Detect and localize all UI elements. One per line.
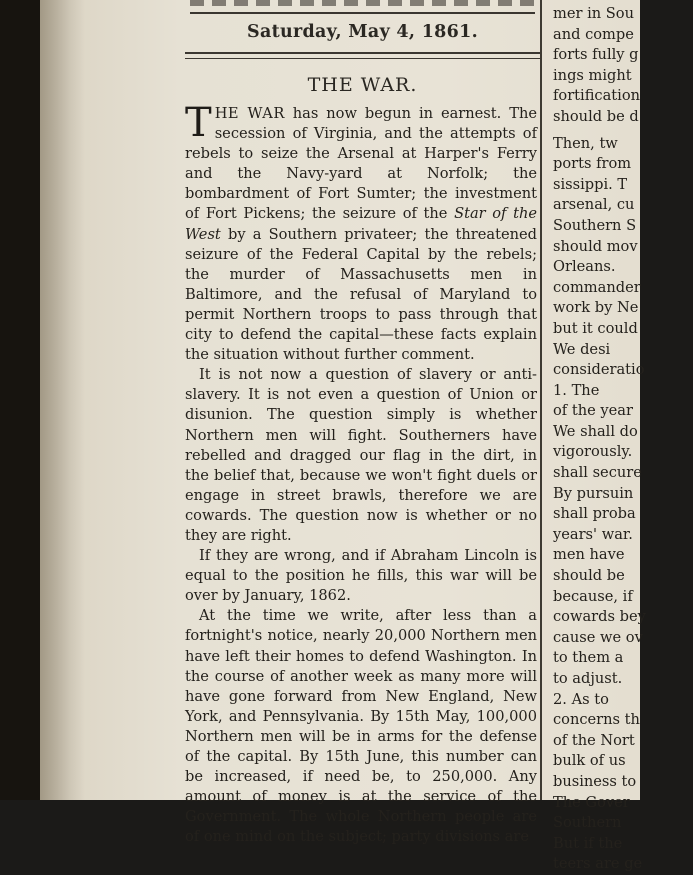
column-line: The Gover [553,793,630,811]
newspaper-page [40,0,646,873]
column-line: but it could [553,319,638,337]
column-line: forts fully g [553,46,639,64]
column-line: We desi [553,340,611,358]
column-line: ings might [553,66,632,84]
dateline: Saturday, May 4, 1861. [247,22,478,42]
column-line: men have [553,546,625,564]
column-line: vigorously. [553,443,633,461]
column-line: of the Nort [553,731,635,749]
adjacent-column [553,4,693,875]
column-line: should be [553,567,625,585]
column-line: commander [553,278,641,296]
column-line: Southern [553,814,622,832]
column-line: consideratio [553,361,645,379]
column-line: bulk of us [553,752,626,770]
page-gutter-shadow [40,0,85,800]
column-line: teers are ge [553,855,643,873]
column-line: and compe [553,25,634,43]
column-line: cowards bey [553,608,646,626]
column-line: to them a [553,649,624,667]
column-line: should be d [553,107,639,125]
ship-name: Star of the West [185,205,537,243]
column-line: Then, tw [553,134,618,152]
masthead-cutoff [190,0,535,14]
column-line: sissippi. T [553,175,628,193]
column-line: 1. The [553,381,600,399]
article-body [185,100,537,847]
paragraph-1: THE WAR has now begun in earnest. The secession of Virginia, and the attempts of rebels to seize the Arsenal at Harper's Ferry and the Navy-yard at Norfolk; the bombardment of Fort Sumter; the investment of Fort Pickens; the seizure of the Star of the West by a Southern privateer; the threatened seizure of the Federal Capital by the rebels; the murder of Massachusetts men in Baltimore, and the refusal of Maryland to permit Northern troops to pass through that city to defend the capital—these facts explain the situation without further comment. [185,100,537,364]
column-line: years' war. [553,525,633,543]
background-edge [0,0,40,800]
column-line: because, if [553,587,633,605]
column-line: shall secure [553,464,642,482]
column-line: Orleans. [553,258,616,276]
column-line: cause we ov [553,628,643,646]
double-rule [185,52,540,59]
column-line: work by Ne [553,299,639,317]
lead-caps: HE WAR [214,105,285,122]
column-line: mer in Sou [553,5,634,22]
column-line: concerns th [553,711,640,729]
column-line: Southern S [553,216,637,234]
column-line: By pursuin [553,484,634,502]
column-line: arsenal, cu [553,196,635,214]
paragraph-2: It is not now a question of slavery or anti-slavery. It is not even a question of Union or disunion. The question simply is whether Northern men will fight. Southerners have rebelled and dragged our flag in the dirt, in the belief that, because we won't fight duels or engage in street brawls, therefore we are cowards. The question now is whether or no they are right. [185,366,537,544]
column-line: fortification [553,87,641,105]
drop-cap: T [185,100,212,146]
column-line: should mov [553,237,638,255]
column-line: ports from [553,155,632,173]
column-line: 2. As to [553,690,609,708]
column-line: shall proba [553,505,636,523]
column-line: We shall do [553,422,638,440]
paragraph-3: If they are wrong, and if Abraham Lincoln is equal to the position he fills, this war will be over by January, 1862. [185,547,537,605]
column-rule [540,0,542,800]
column-line: But if the [553,834,623,852]
column-line: of the year [553,402,633,420]
column-line: to adjust. [553,670,623,687]
article-headline: THE WAR. [307,74,418,96]
paragraph-4: At the time we write, after less than a fortnight's notice, nearly 20,000 Northern men have left their homes to defend Washington. In the course of another week as many more will have gone forward from New England, New York, and Pennsylvania. By 15th May, 100,000 Northern men will be in arms for the defense of the capital. By 15th June, this number can be increased, if need be, to 250,000. Any amount of money is at the service of the Government. The whole Northern people are of one mind on the subject; party divisions are [185,607,537,846]
column-line: business to [553,772,637,790]
